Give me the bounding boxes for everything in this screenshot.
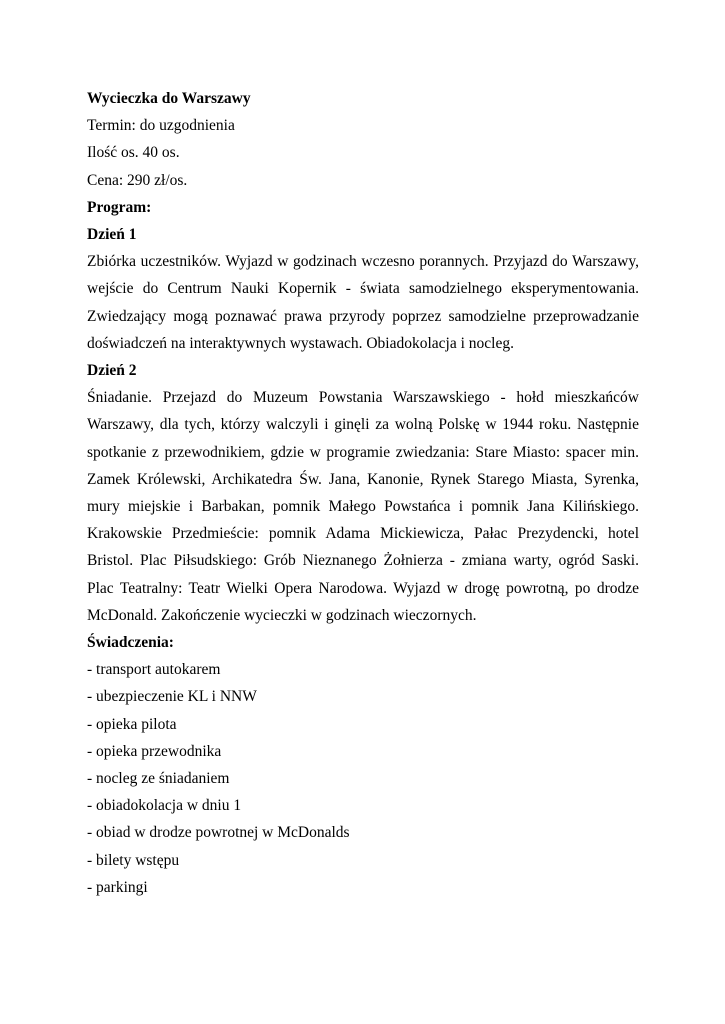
document-page [87,85,639,901]
program-heading: Program: [87,198,152,216]
list-item: - opieka przewodnika [87,742,222,760]
list-item: - obiad w drodze powrotnej w McDonalds [87,824,350,842]
list-item: - opieka pilota [87,715,177,733]
participants-line: Ilość os. 40 os. [87,144,180,162]
list-item: - obiadokolacja w dniu 1 [87,797,242,815]
day-2-description: Śniadanie. Przejazd do Muzeum Powstania Warszawskiego - hołd mieszkańców Warszawy, dla tych, którzy walczyli i ginęli za wolną Polskę w 1944 roku. Następnie spotkanie z przewodnikiem, gdzie w programie zwiedzania: Stare Miasto: spacer min. Zamek Królewski, Archikatedra Św. Jana, Kanonie, Rynek Starego Miasta, Syrenka, mury miejskie i Barbakan, pomnik Małego Powstańca i pomnik Jana Kilińskiego. Krakowskie Przedmieście: pomnik Adama Mickiewicza, Pałac Prezydencki, hotel Bristol. Plac Piłsudskiego: Grób Nieznanego Żołnierza - zmiana warty, ogród Saski. Plac Teatralny: Teatr Wielki Opera Narodowa. Wyjazd w drogę powrotną, po drodze McDonald. Zakończenie wycieczki w godzinach wieczornych. [87,389,639,624]
day-2-heading: Dzień 2 [87,362,137,380]
list-item: - ubezpieczenie KL i NNW [87,688,257,706]
services-heading: Świadczenia: [87,634,174,652]
day-1-description: Zbiórka uczestników. Wyjazd w godzinach wczesno porannych. Przyjazd do Warszawy, wejście do Centrum Nauki Kopernik - świata samodzielnego eksperymentowania. Zwiedzający mogą poznawać prawa przyrody poprzez samodzielne przeprowadzanie doświadczeń na interaktywnych wystawach. Obiadokolacja i nocleg. [87,253,639,352]
list-item: - parkingi [87,878,148,896]
term-line: Termin: do uzgodnienia [87,117,235,135]
price-line: Cena: 290 zł/os. [87,171,188,189]
list-item: - nocleg ze śniadaniem [87,770,230,788]
list-item: - transport autokarem [87,661,221,679]
day-1-heading: Dzień 1 [87,226,137,244]
services-list [87,656,639,901]
document-title: Wycieczka do Warszawy [87,90,251,107]
list-item: - bilety wstępu [87,851,180,869]
